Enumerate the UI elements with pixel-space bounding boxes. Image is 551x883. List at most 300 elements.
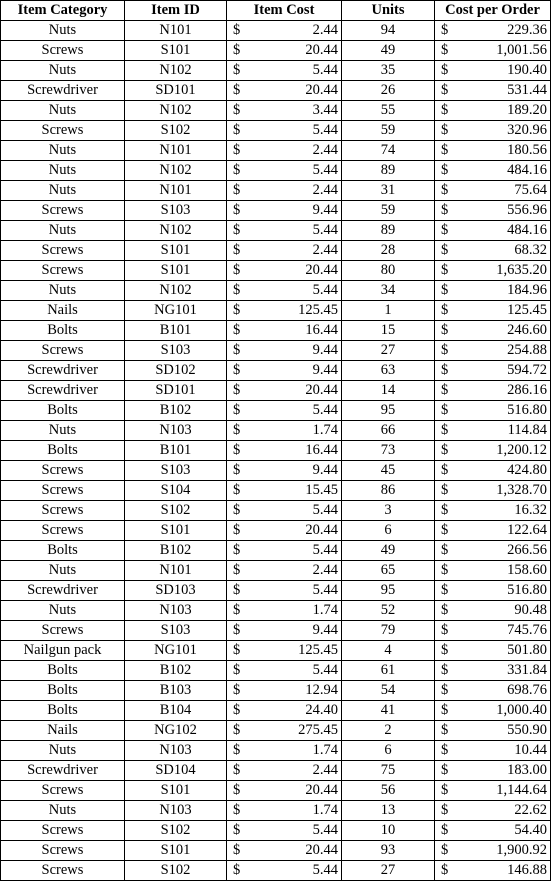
- cell-item-category: Screws: [1, 41, 125, 61]
- currency-symbol: $: [441, 342, 449, 358]
- currency-symbol: $: [233, 202, 241, 218]
- table-row: [1, 281, 551, 301]
- item-cost-value: [227, 341, 341, 360]
- cell-item-id: SD103: [125, 581, 227, 601]
- currency-symbol: $: [441, 162, 449, 178]
- currency-symbol: $: [441, 462, 449, 478]
- table-row: [1, 141, 551, 161]
- cost-per-order-value: [435, 241, 550, 260]
- item-cost-value: [227, 81, 341, 100]
- cell-item-id: S101: [125, 521, 227, 541]
- table-row: [1, 321, 551, 341]
- currency-symbol: $: [441, 562, 449, 578]
- item-cost-amount: 20.44: [305, 522, 338, 538]
- cell-units: 93: [342, 841, 435, 861]
- table-row: [1, 21, 551, 41]
- cell-cost-per-order: [435, 841, 551, 861]
- currency-symbol: $: [233, 182, 241, 198]
- cost-per-order-value: [435, 621, 550, 640]
- cost-per-order-amount: 1,328.70: [496, 482, 547, 498]
- cost-per-order-amount: 286.16: [507, 382, 547, 398]
- cell-item-category: Bolts: [1, 321, 125, 341]
- header-item-id: Item ID: [125, 1, 227, 21]
- cell-units: 89: [342, 161, 435, 181]
- cell-item-category: Nuts: [1, 101, 125, 121]
- currency-symbol: $: [233, 442, 241, 458]
- item-cost-amount: 16.44: [305, 322, 338, 338]
- cell-units: 35: [342, 61, 435, 81]
- cell-item-id: B101: [125, 321, 227, 341]
- item-cost-amount: 20.44: [305, 842, 338, 858]
- cost-per-order-value: [435, 761, 550, 780]
- cell-item-id: B101: [125, 441, 227, 461]
- item-cost-amount: 5.44: [312, 222, 338, 238]
- cell-item-category: Screws: [1, 241, 125, 261]
- item-cost-value: [227, 681, 341, 700]
- cell-cost-per-order: [435, 801, 551, 821]
- cost-per-order-value: [435, 501, 550, 520]
- table-row: [1, 261, 551, 281]
- cell-cost-per-order: [435, 361, 551, 381]
- table-row: [1, 401, 551, 421]
- cell-item-cost: [227, 401, 342, 421]
- cell-item-id: N101: [125, 141, 227, 161]
- cell-item-category: Screws: [1, 481, 125, 501]
- cell-item-cost: [227, 81, 342, 101]
- cost-per-order-value: [435, 21, 550, 40]
- item-cost-amount: 9.44: [312, 622, 338, 638]
- currency-symbol: $: [233, 642, 241, 658]
- cell-cost-per-order: [435, 341, 551, 361]
- currency-symbol: $: [441, 302, 449, 318]
- table-row: [1, 701, 551, 721]
- cell-item-id: S102: [125, 861, 227, 881]
- currency-symbol: $: [233, 22, 241, 38]
- cell-item-cost: [227, 161, 342, 181]
- cell-item-id: S104: [125, 481, 227, 501]
- cell-units: 61: [342, 661, 435, 681]
- cost-per-order-amount: 501.80: [507, 642, 547, 658]
- cell-cost-per-order: [435, 381, 551, 401]
- item-cost-value: [227, 561, 341, 580]
- cost-per-order-value: [435, 81, 550, 100]
- cost-per-order-value: [435, 401, 550, 420]
- currency-symbol: $: [233, 422, 241, 438]
- item-cost-amount: 1.74: [312, 602, 338, 618]
- cost-per-order-amount: 550.90: [507, 722, 547, 738]
- cell-item-id: SD102: [125, 361, 227, 381]
- cost-per-order-amount: 22.62: [514, 802, 547, 818]
- item-cost-amount: 5.44: [312, 822, 338, 838]
- cell-units: 49: [342, 41, 435, 61]
- currency-symbol: $: [233, 622, 241, 638]
- cost-per-order-amount: 122.64: [507, 522, 547, 538]
- table-row: [1, 801, 551, 821]
- cell-item-category: Nuts: [1, 561, 125, 581]
- cell-item-id: NG101: [125, 641, 227, 661]
- cell-item-cost: [227, 661, 342, 681]
- cost-per-order-value: [435, 541, 550, 560]
- currency-symbol: $: [233, 582, 241, 598]
- cost-per-order-amount: 594.72: [507, 362, 547, 378]
- cell-item-cost: [227, 621, 342, 641]
- cost-per-order-amount: 114.84: [507, 422, 547, 438]
- item-cost-value: [227, 701, 341, 720]
- cell-cost-per-order: [435, 821, 551, 841]
- cost-per-order-amount: 320.96: [507, 122, 547, 138]
- cost-per-order-amount: 1,200.12: [496, 442, 547, 458]
- table-row: [1, 521, 551, 541]
- cost-per-order-value: [435, 281, 550, 300]
- currency-symbol: $: [233, 782, 241, 798]
- cell-item-id: S103: [125, 341, 227, 361]
- cell-cost-per-order: [435, 781, 551, 801]
- item-cost-value: [227, 461, 341, 480]
- cell-item-category: Bolts: [1, 541, 125, 561]
- cell-cost-per-order: [435, 141, 551, 161]
- table-row: [1, 721, 551, 741]
- cost-per-order-value: [435, 181, 550, 200]
- table-body: [1, 21, 551, 881]
- cell-cost-per-order: [435, 41, 551, 61]
- item-cost-amount: 24.40: [305, 702, 338, 718]
- cell-cost-per-order: [435, 441, 551, 461]
- table-row: [1, 821, 551, 841]
- cell-item-id: N102: [125, 281, 227, 301]
- cell-units: 34: [342, 281, 435, 301]
- cost-per-order-value: [435, 801, 550, 820]
- cell-item-category: Screws: [1, 621, 125, 641]
- currency-symbol: $: [233, 242, 241, 258]
- currency-symbol: $: [441, 102, 449, 118]
- cost-per-order-amount: 1,001.56: [496, 42, 547, 58]
- cell-cost-per-order: [435, 761, 551, 781]
- cell-item-id: S101: [125, 241, 227, 261]
- item-cost-value: [227, 581, 341, 600]
- cost-per-order-amount: 125.45: [507, 302, 547, 318]
- cost-per-order-amount: 184.96: [507, 282, 547, 298]
- currency-symbol: $: [441, 722, 449, 738]
- item-cost-value: [227, 721, 341, 740]
- table-row: [1, 541, 551, 561]
- currency-symbol: $: [441, 202, 449, 218]
- cost-per-order-amount: 54.40: [514, 822, 547, 838]
- header-item-category: Item Category: [1, 1, 125, 21]
- table-row: [1, 681, 551, 701]
- cell-item-cost: [227, 61, 342, 81]
- item-cost-amount: 5.44: [312, 122, 338, 138]
- table-row: [1, 781, 551, 801]
- item-cost-amount: 9.44: [312, 362, 338, 378]
- table-row: [1, 461, 551, 481]
- cell-item-category: Nuts: [1, 21, 125, 41]
- item-cost-value: [227, 61, 341, 80]
- item-cost-value: [227, 821, 341, 840]
- cell-item-cost: [227, 21, 342, 41]
- currency-symbol: $: [233, 142, 241, 158]
- table-row: [1, 581, 551, 601]
- currency-symbol: $: [233, 542, 241, 558]
- item-cost-value: [227, 321, 341, 340]
- table-row: [1, 741, 551, 761]
- item-cost-value: [227, 301, 341, 320]
- currency-symbol: $: [441, 82, 449, 98]
- cost-per-order-value: [435, 321, 550, 340]
- cell-units: 73: [342, 441, 435, 461]
- currency-symbol: $: [233, 722, 241, 738]
- cell-item-cost: [227, 521, 342, 541]
- cell-item-cost: [227, 701, 342, 721]
- item-cost-amount: 125.45: [298, 642, 338, 658]
- cell-item-id: NG102: [125, 721, 227, 741]
- cell-units: 27: [342, 341, 435, 361]
- cell-cost-per-order: [435, 701, 551, 721]
- cell-item-cost: [227, 761, 342, 781]
- cost-per-order-amount: 75.64: [514, 182, 547, 198]
- currency-symbol: $: [233, 162, 241, 178]
- cell-item-cost: [227, 481, 342, 501]
- cell-item-category: Nuts: [1, 221, 125, 241]
- cost-per-order-amount: 183.00: [507, 762, 547, 778]
- header-row: [1, 1, 551, 21]
- currency-symbol: $: [233, 462, 241, 478]
- cost-per-order-value: [435, 741, 550, 760]
- cell-item-id: S103: [125, 201, 227, 221]
- item-cost-amount: 20.44: [305, 82, 338, 98]
- cell-units: 45: [342, 461, 435, 481]
- cell-cost-per-order: [435, 401, 551, 421]
- item-cost-value: [227, 801, 341, 820]
- table-row: [1, 361, 551, 381]
- cell-item-category: Screwdriver: [1, 581, 125, 601]
- currency-symbol: $: [441, 402, 449, 418]
- table-row: [1, 101, 551, 121]
- table-row: [1, 501, 551, 521]
- cell-cost-per-order: [435, 281, 551, 301]
- cell-cost-per-order: [435, 261, 551, 281]
- table-row: [1, 841, 551, 861]
- item-cost-value: [227, 161, 341, 180]
- cell-cost-per-order: [435, 121, 551, 141]
- cell-item-cost: [227, 581, 342, 601]
- cell-item-id: B102: [125, 541, 227, 561]
- currency-symbol: $: [441, 362, 449, 378]
- currency-symbol: $: [233, 802, 241, 818]
- cell-item-category: Screws: [1, 201, 125, 221]
- cost-per-order-value: [435, 101, 550, 120]
- cost-per-order-value: [435, 201, 550, 220]
- cell-units: 95: [342, 581, 435, 601]
- cell-item-id: B102: [125, 661, 227, 681]
- item-cost-value: [227, 861, 341, 880]
- cell-item-category: Screws: [1, 121, 125, 141]
- currency-symbol: $: [233, 302, 241, 318]
- cost-per-order-amount: 10.44: [514, 742, 547, 758]
- cost-per-order-value: [435, 261, 550, 280]
- table-row: [1, 481, 551, 501]
- cell-units: 94: [342, 21, 435, 41]
- item-cost-amount: 5.44: [312, 662, 338, 678]
- cell-item-id: NG101: [125, 301, 227, 321]
- cell-item-category: Bolts: [1, 441, 125, 461]
- cell-item-id: S101: [125, 261, 227, 281]
- currency-symbol: $: [233, 702, 241, 718]
- currency-symbol: $: [233, 502, 241, 518]
- cell-item-id: S102: [125, 501, 227, 521]
- cell-item-cost: [227, 221, 342, 241]
- item-cost-value: [227, 781, 341, 800]
- cost-per-order-value: [435, 581, 550, 600]
- item-cost-value: [227, 441, 341, 460]
- cell-units: 79: [342, 621, 435, 641]
- cell-item-id: S101: [125, 841, 227, 861]
- cell-item-category: Screws: [1, 841, 125, 861]
- cell-units: 55: [342, 101, 435, 121]
- currency-symbol: $: [233, 382, 241, 398]
- cell-units: 65: [342, 561, 435, 581]
- cell-cost-per-order: [435, 421, 551, 441]
- item-cost-amount: 20.44: [305, 382, 338, 398]
- cell-item-category: Nuts: [1, 421, 125, 441]
- cell-item-category: Bolts: [1, 681, 125, 701]
- currency-symbol: $: [233, 682, 241, 698]
- cell-cost-per-order: [435, 521, 551, 541]
- cell-item-cost: [227, 321, 342, 341]
- currency-symbol: $: [441, 322, 449, 338]
- cell-item-cost: [227, 301, 342, 321]
- item-cost-value: [227, 641, 341, 660]
- item-cost-amount: 2.44: [312, 182, 338, 198]
- cell-units: 2: [342, 721, 435, 741]
- table-row: [1, 601, 551, 621]
- cell-units: 27: [342, 861, 435, 881]
- currency-symbol: $: [441, 242, 449, 258]
- currency-symbol: $: [233, 742, 241, 758]
- cell-item-category: Screws: [1, 781, 125, 801]
- cell-item-cost: [227, 341, 342, 361]
- cell-cost-per-order: [435, 561, 551, 581]
- cell-units: 49: [342, 541, 435, 561]
- item-cost-amount: 20.44: [305, 782, 338, 798]
- cell-item-category: Nuts: [1, 741, 125, 761]
- currency-symbol: $: [441, 262, 449, 278]
- cell-item-id: SD104: [125, 761, 227, 781]
- cell-item-cost: [227, 561, 342, 581]
- cost-per-order-amount: 90.48: [514, 602, 547, 618]
- item-cost-amount: 16.44: [305, 442, 338, 458]
- cell-cost-per-order: [435, 641, 551, 661]
- cell-cost-per-order: [435, 621, 551, 641]
- cell-item-id: N101: [125, 561, 227, 581]
- cell-item-id: B102: [125, 401, 227, 421]
- cost-per-order-value: [435, 641, 550, 660]
- item-cost-value: [227, 501, 341, 520]
- item-cost-amount: 1.74: [312, 422, 338, 438]
- cost-per-order-amount: 516.80: [507, 402, 547, 418]
- cell-cost-per-order: [435, 321, 551, 341]
- currency-symbol: $: [441, 682, 449, 698]
- currency-symbol: $: [441, 42, 449, 58]
- cost-per-order-amount: 190.40: [507, 62, 547, 78]
- cost-per-order-value: [435, 841, 550, 860]
- cell-cost-per-order: [435, 461, 551, 481]
- currency-symbol: $: [441, 622, 449, 638]
- cell-item-category: Nailgun pack: [1, 641, 125, 661]
- cell-item-category: Screws: [1, 501, 125, 521]
- cost-per-order-amount: 146.88: [507, 862, 547, 878]
- cost-per-order-amount: 1,144.64: [496, 782, 547, 798]
- currency-symbol: $: [233, 342, 241, 358]
- currency-symbol: $: [233, 402, 241, 418]
- table-row: [1, 641, 551, 661]
- cell-units: 6: [342, 741, 435, 761]
- item-cost-value: [227, 421, 341, 440]
- cell-units: 56: [342, 781, 435, 801]
- cell-units: 41: [342, 701, 435, 721]
- cell-item-category: Nuts: [1, 181, 125, 201]
- item-cost-amount: 5.44: [312, 502, 338, 518]
- cost-per-order-value: [435, 521, 550, 540]
- currency-symbol: $: [441, 822, 449, 838]
- cell-item-cost: [227, 721, 342, 741]
- cell-item-id: S101: [125, 41, 227, 61]
- currency-symbol: $: [441, 22, 449, 38]
- table-row: [1, 381, 551, 401]
- item-cost-value: [227, 401, 341, 420]
- cell-item-cost: [227, 861, 342, 881]
- currency-symbol: $: [441, 442, 449, 458]
- item-cost-value: [227, 21, 341, 40]
- table-row: [1, 241, 551, 261]
- currency-symbol: $: [441, 662, 449, 678]
- cost-per-order-value: [435, 141, 550, 160]
- cell-cost-per-order: [435, 581, 551, 601]
- cell-units: 63: [342, 361, 435, 381]
- currency-symbol: $: [233, 762, 241, 778]
- cell-item-id: SD101: [125, 381, 227, 401]
- cell-cost-per-order: [435, 661, 551, 681]
- item-cost-amount: 2.44: [312, 142, 338, 158]
- header-units: Units: [342, 1, 435, 21]
- item-cost-value: [227, 201, 341, 220]
- item-cost-value: [227, 141, 341, 160]
- table-row: [1, 181, 551, 201]
- currency-symbol: $: [233, 842, 241, 858]
- currency-symbol: $: [233, 322, 241, 338]
- cell-cost-per-order: [435, 741, 551, 761]
- cell-cost-per-order: [435, 201, 551, 221]
- item-cost-amount: 12.94: [305, 682, 338, 698]
- cost-per-order-amount: 16.32: [514, 502, 547, 518]
- currency-symbol: $: [233, 102, 241, 118]
- cell-item-id: SD101: [125, 81, 227, 101]
- table-row: [1, 81, 551, 101]
- currency-symbol: $: [441, 142, 449, 158]
- cost-per-order-amount: 484.16: [507, 222, 547, 238]
- cost-per-order-value: [435, 61, 550, 80]
- currency-symbol: $: [233, 862, 241, 878]
- cell-cost-per-order: [435, 301, 551, 321]
- currency-symbol: $: [441, 282, 449, 298]
- cost-per-order-amount: 180.56: [507, 142, 547, 158]
- cell-item-category: Bolts: [1, 401, 125, 421]
- cost-per-order-value: [435, 461, 550, 480]
- cost-per-order-value: [435, 821, 550, 840]
- currency-symbol: $: [233, 482, 241, 498]
- cell-item-id: N103: [125, 741, 227, 761]
- cell-units: 95: [342, 401, 435, 421]
- cost-per-order-value: [435, 661, 550, 680]
